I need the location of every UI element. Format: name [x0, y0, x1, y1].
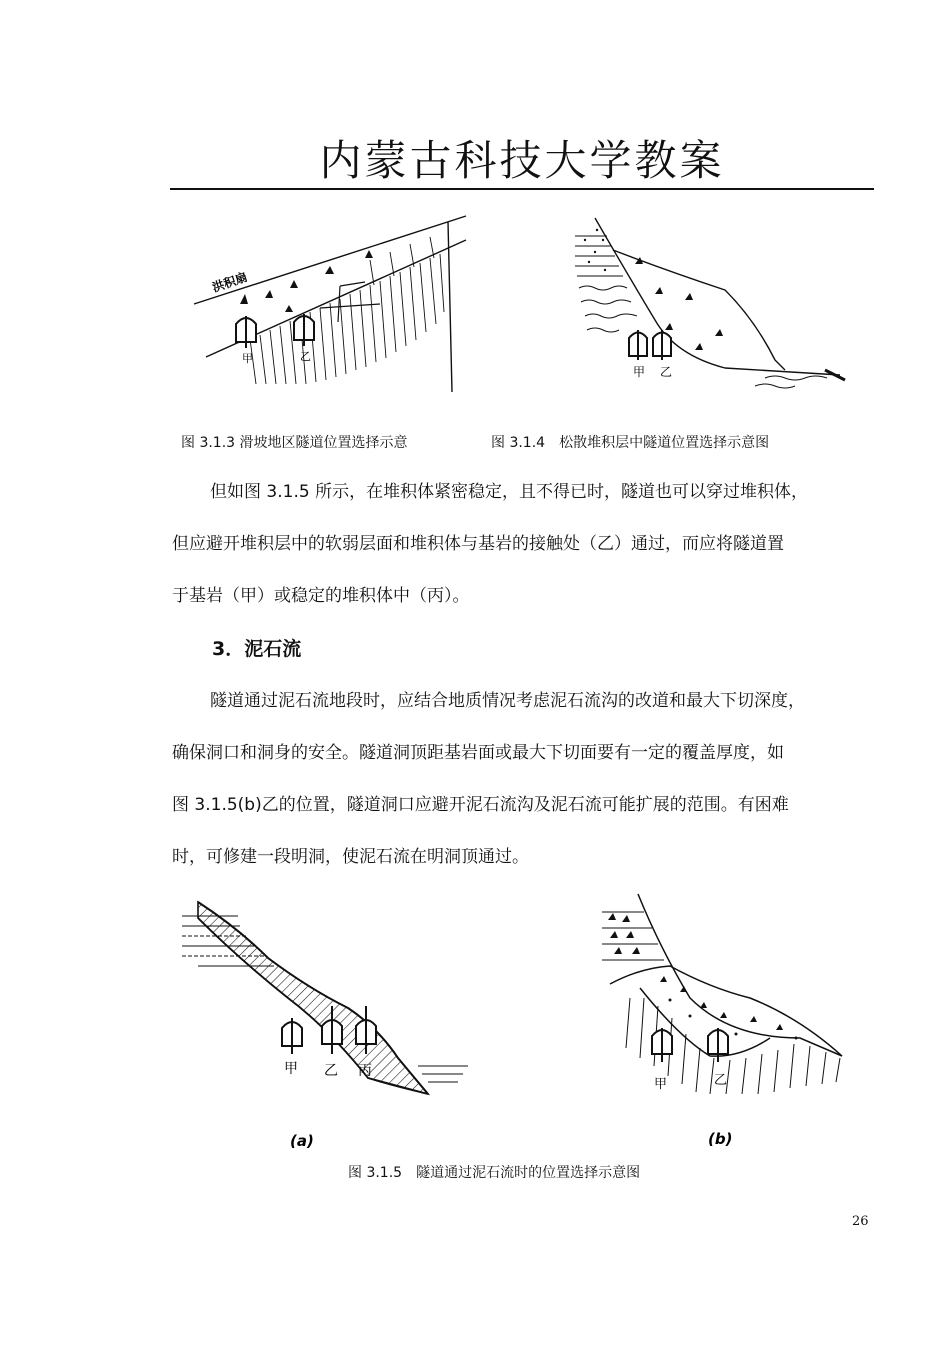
fig314-label-a: 甲 — [633, 365, 646, 379]
figure-3-1-5-b — [600, 888, 850, 1153]
section-heading: 3．泥石流 — [212, 638, 302, 660]
fig315b-sub-label: (b) — [708, 1130, 733, 1148]
page-number: 26 — [852, 1214, 869, 1229]
fig315a-sub-label: (a) — [290, 1132, 314, 1150]
paragraph-1 — [172, 466, 876, 622]
fig313-label-a: 甲 — [242, 352, 253, 365]
fig315b-label-a: 甲 — [654, 1077, 668, 1092]
fig315a-label-b: 乙 — [324, 1063, 338, 1079]
fig313-label-deposit: 洪积扇 — [210, 269, 250, 295]
caption-3-1-3: 图 3.1.3 滑坡地区隧道位置选择示意 — [181, 435, 408, 451]
page-title: 内蒙古科技大学教案 — [319, 136, 725, 185]
figure-3-1-3 — [190, 212, 475, 402]
paragraph-2-line-1: 隧道通过泥石流地段时，应结合地质情况考虑泥石流沟的改道和最大下切深度， — [210, 691, 805, 711]
figure-3-1-5-a — [178, 888, 478, 1153]
paragraph-1-line-1: 但如图 3.1.5 所示，在堆积体紧密稳定，且不得已时，隧道也可以穿过堆积体， — [210, 482, 809, 502]
figure-3-1-4 — [565, 210, 850, 400]
fig314-label-b: 乙 — [660, 365, 673, 379]
fig315a-label-a: 甲 — [284, 1061, 298, 1077]
fig315a-label-c: 丙 — [358, 1063, 372, 1079]
paragraph-2 — [172, 675, 876, 883]
caption-3-1-4: 图 3.1.4 松散堆积层中隧道位置选择示意图 — [491, 435, 770, 451]
fig313-label-b: 乙 — [300, 350, 311, 363]
header-rule — [170, 188, 874, 190]
paragraph-2-line-2: 确保洞口和洞身的安全。隧道洞顶距基岩面或最大下切面要有一定的覆盖厚度，如 — [172, 743, 784, 763]
caption-3-1-5: 图 3.1.5 隧道通过泥石流时的位置选择示意图 — [348, 1165, 641, 1181]
paragraph-2-line-3: 图 3.1.5(b)乙的位置，隧道洞口应避开泥石流沟及泥石流可能扩展的范围。有困难 — [172, 795, 789, 815]
paragraph-2-line-4: 时，可修建一段明洞，使泥石流在明洞顶通过。 — [172, 847, 529, 867]
paragraph-1-line-3: 于基岩（甲）或稳定的堆积体中（丙）。 — [172, 586, 470, 606]
fig315b-label-b: 乙 — [714, 1073, 728, 1088]
paragraph-1-line-2: 但应避开堆积层中的软弱层面和堆积体与基岩的接触处（乙）通过，而应将隧道置 — [172, 534, 784, 554]
